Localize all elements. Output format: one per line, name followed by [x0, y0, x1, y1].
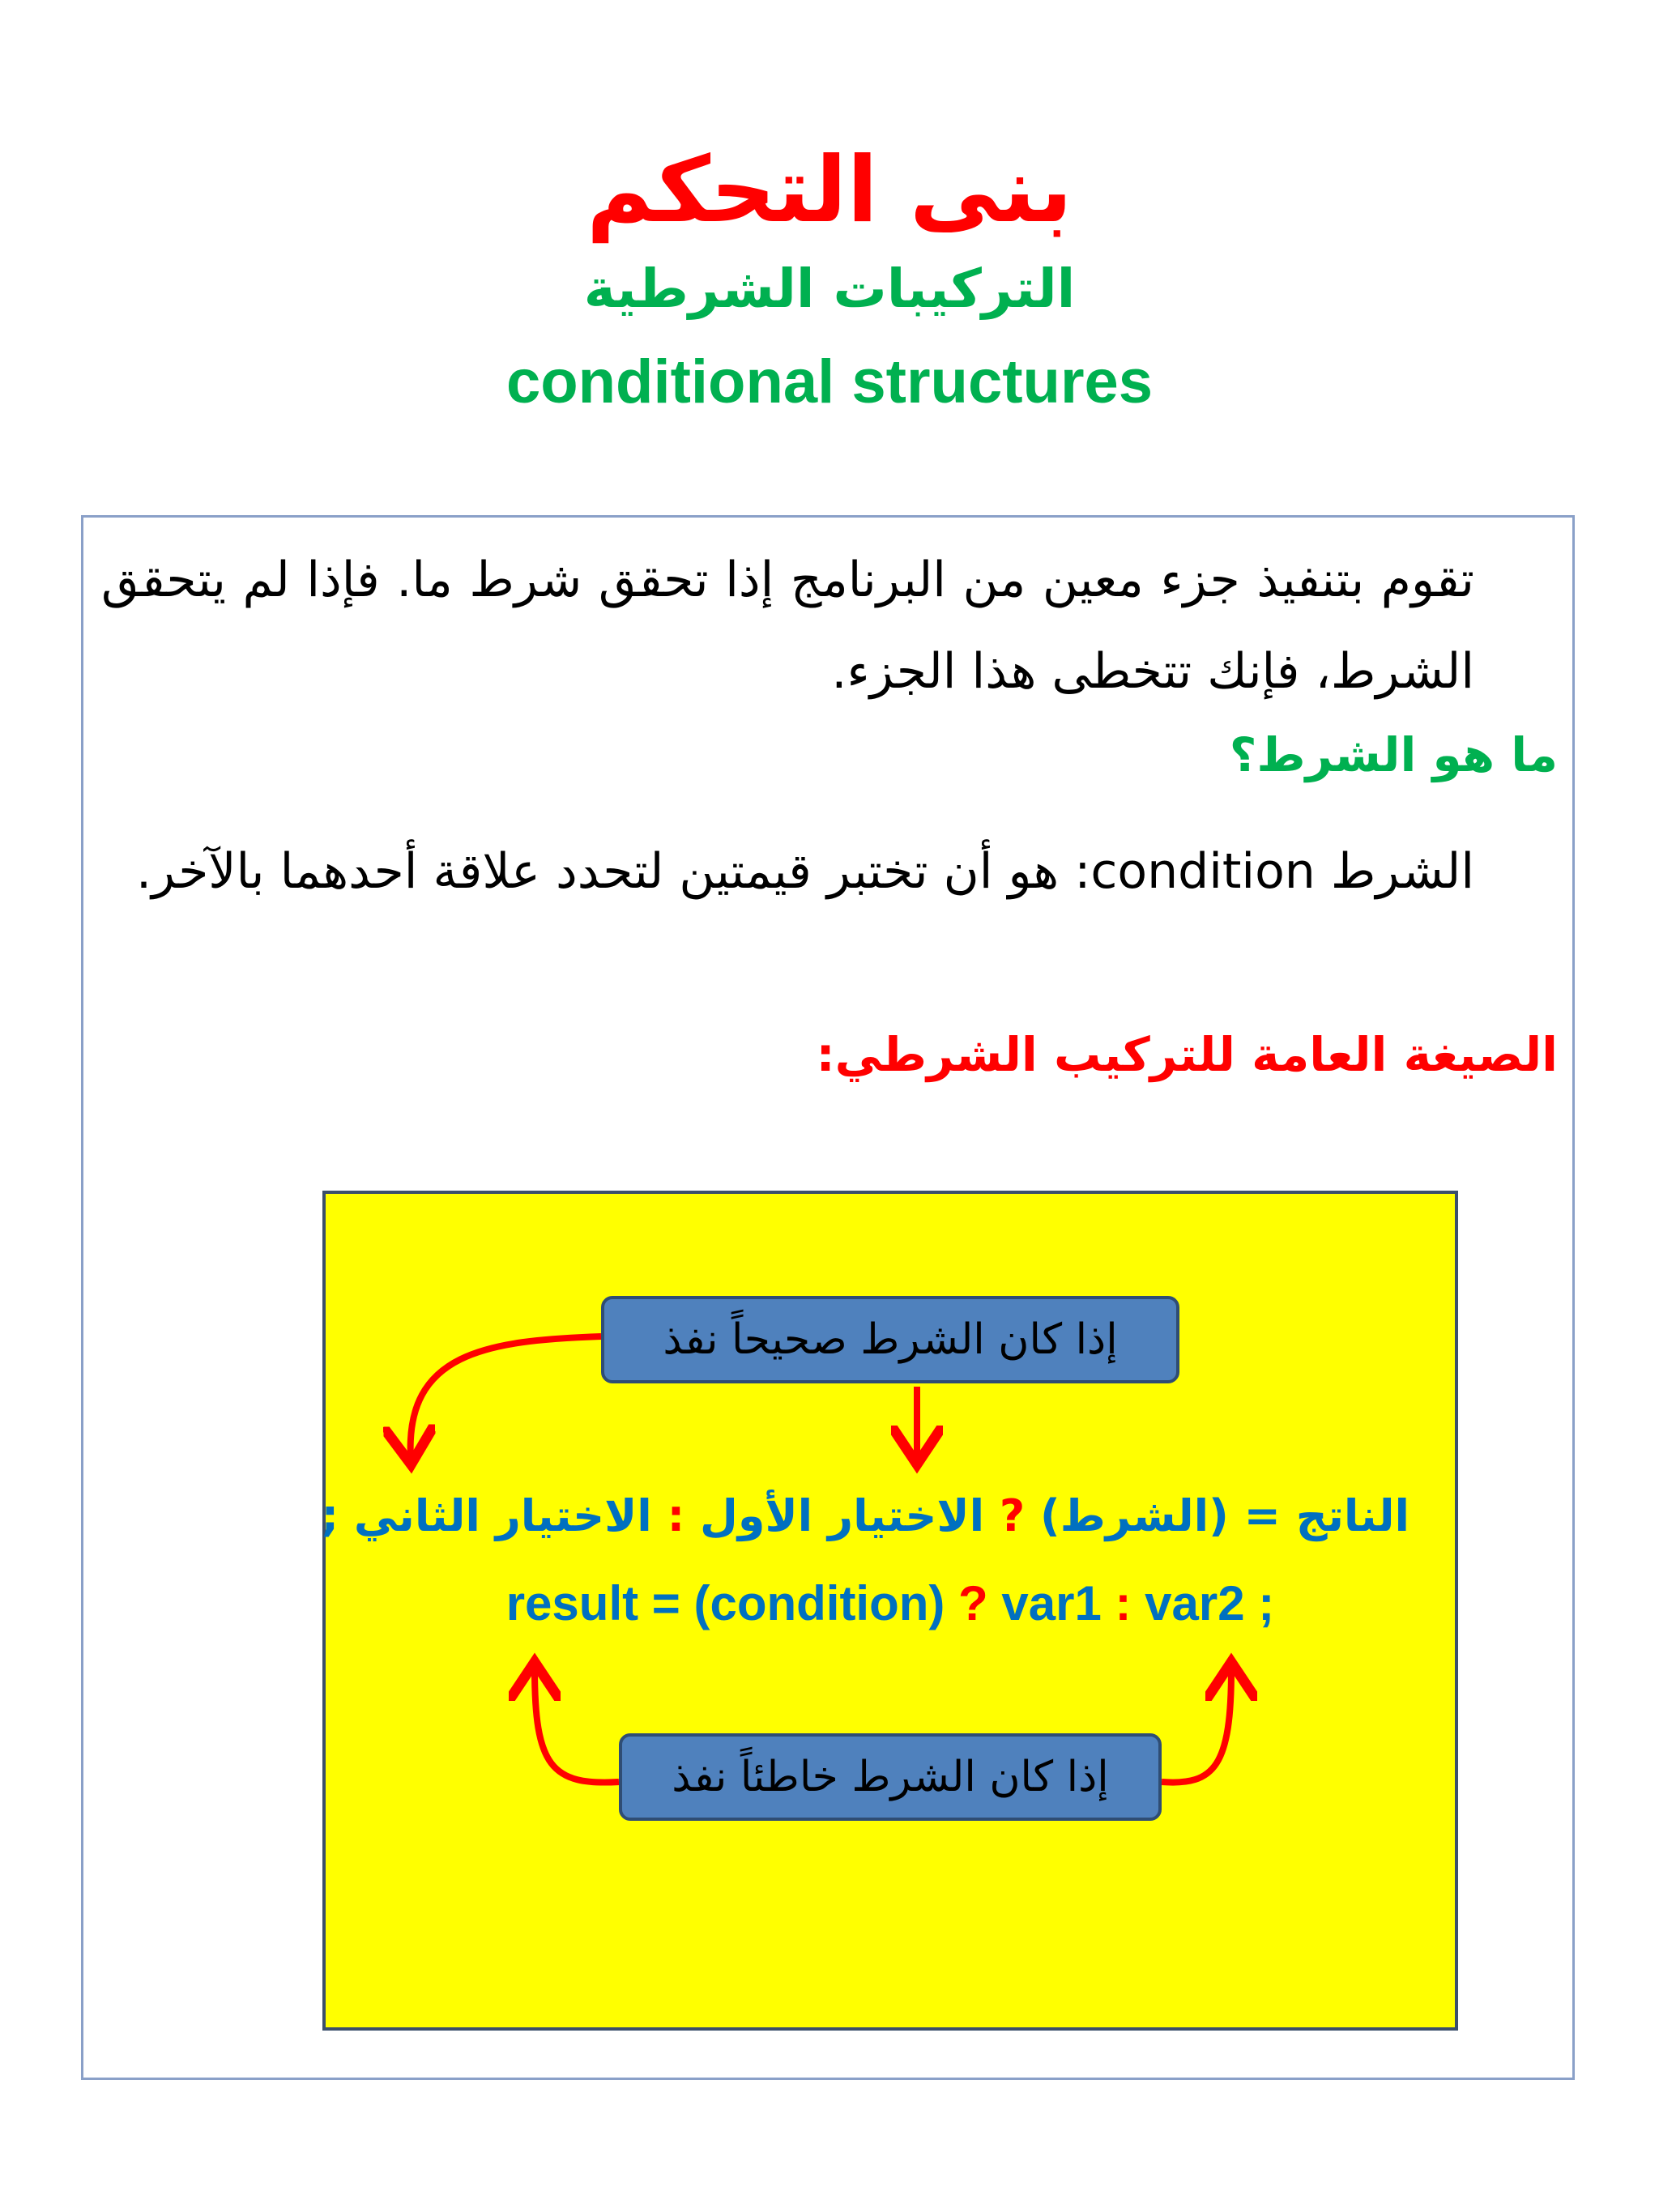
arrow-false-to-right [1162, 1669, 1231, 1783]
formula-semicolon: ; [321, 1490, 339, 1541]
definition-paragraph: الشرط condition: هو أن تختبر قيمتين لتحدد علاقة أحدهما بالآخر. [136, 843, 1474, 900]
formula-colon: : [667, 1490, 685, 1541]
formula-result: الناتج [1295, 1490, 1410, 1541]
callout-false: إذا كان الشرط خاطئاً نفذ [619, 1733, 1162, 1821]
arrow-true-to-first [411, 1336, 601, 1458]
formula-second-choice: الاختيار الثاني [353, 1490, 652, 1541]
question-heading: ما هو الشرط؟ [1229, 727, 1558, 782]
formula-english [322, 1575, 1458, 1631]
formula-arabic [321, 1490, 1410, 1541]
arrow-false-to-left [535, 1669, 619, 1783]
formula-heading: الصيغة العامة للتركيب الشرطي: [816, 1027, 1558, 1082]
formula-equals: = [1243, 1490, 1281, 1541]
formula-question-mark: ? [999, 1490, 1026, 1541]
formula-en-colon: : [1115, 1576, 1132, 1630]
formula-en-var2: var2 ; [1145, 1576, 1275, 1630]
page-subtitle: التركيبات الشرطية [583, 258, 1076, 320]
page-title: بنى التحكم [586, 138, 1073, 243]
callout-true: إذا كان الشرط صحيحاً نفذ [601, 1296, 1179, 1383]
formula-en-var1: var1 [1001, 1576, 1102, 1630]
intro-paragraph: تقوم بتنفيذ جزء معين من البرنامج إذا تحقق شرط ما. فإذا لم يتحقق الشرط، فإنك تتخطى هذا الجزء. [101, 552, 1474, 700]
english-subtitle: conditional structures [505, 347, 1154, 416]
formula-condition: (الشرط) [1040, 1490, 1229, 1541]
formula-en-question-mark: ? [958, 1576, 988, 1630]
formula-first-choice: الاختيار الأول [700, 1490, 985, 1541]
formula-en-lhs: result = (condition) [505, 1576, 945, 1630]
